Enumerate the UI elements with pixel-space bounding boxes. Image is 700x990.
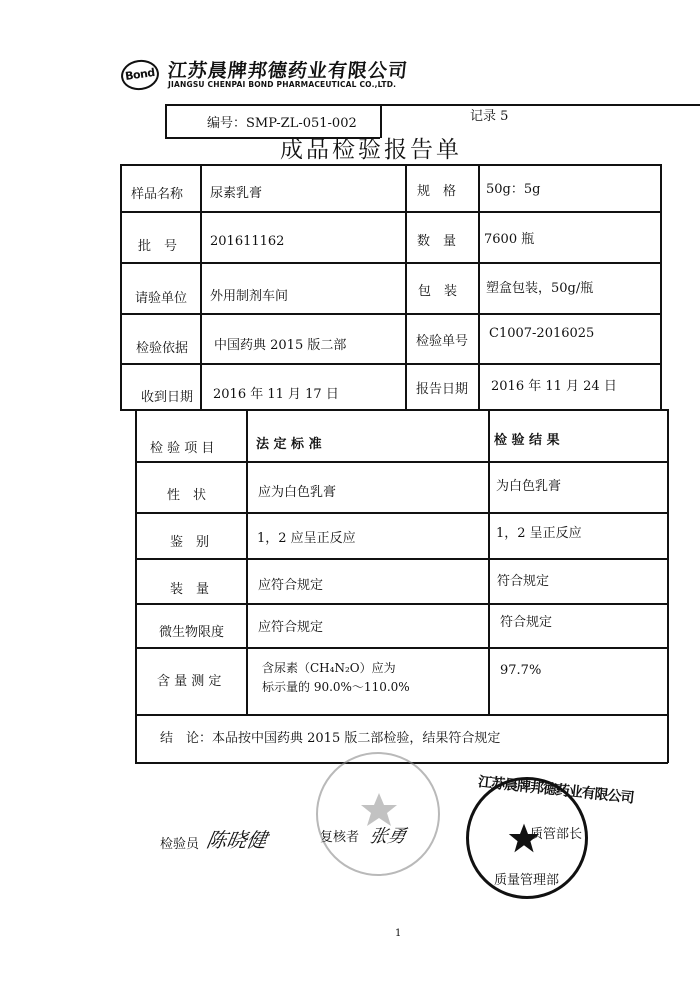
company-logo: Bond — [119, 58, 161, 93]
info-col-divider-2 — [405, 164, 407, 410]
info-value: 塑盒包装，50g/瓶 — [486, 281, 594, 296]
conclusion: 结 论：本品按中国药典 2015 版二部检验，结果符合规定 — [160, 731, 501, 746]
test-result: 为白色乳膏 — [496, 479, 562, 494]
info-value: 7600 瓶 — [484, 232, 535, 247]
test-item: 含 量 测 定 — [157, 674, 222, 689]
test-row-line — [135, 714, 668, 716]
doc-info-left-border — [165, 104, 167, 138]
test-item: 性 状 — [167, 488, 207, 503]
test-standard-line2: 标示量的 90.0%～110.0% — [262, 680, 410, 694]
inspector-signature: 陈晓健 — [204, 828, 269, 852]
info-value: 50g：5g — [486, 182, 541, 197]
test-row-line — [135, 512, 668, 514]
qa-stamp-text: 江苏晨牌邦德药业有限公司 — [477, 774, 635, 807]
info-row-line — [120, 363, 661, 365]
test-standard: 应符合规定 — [258, 578, 324, 593]
test-header-result: 检 验 结 果 — [494, 433, 560, 448]
test-header-item: 检 验 项 目 — [150, 441, 215, 456]
info-value: 201611162 — [210, 234, 285, 249]
test-standard: 含尿素（CH₄N₂O）应为 — [262, 661, 396, 675]
test-result: 97.7% — [500, 663, 542, 678]
info-value: 尿素乳膏 — [210, 186, 263, 201]
inspector-label: 检验员 — [160, 837, 200, 852]
test-item: 鉴 别 — [170, 535, 210, 550]
info-col-divider-1 — [200, 164, 202, 410]
info-label: 包 装 — [418, 284, 458, 299]
test-row-line — [135, 558, 668, 560]
test-standard: 1，2 应呈正反应 — [257, 531, 356, 546]
company-name-cn: 江苏晨牌邦德药业有限公司 — [166, 60, 410, 82]
test-row-line — [135, 461, 668, 463]
info-col-divider-3 — [478, 164, 480, 410]
info-label: 检验依据 — [136, 341, 189, 356]
test-row-line — [135, 647, 668, 649]
reviewer-label: 复核者 — [320, 830, 360, 845]
info-row-line — [120, 211, 661, 213]
page-title: 成品检验报告单 — [280, 137, 462, 163]
table-left-border-upper — [120, 164, 122, 410]
test-item: 装 量 — [170, 582, 210, 597]
test-header-standard: 法 定 标 准 — [256, 437, 322, 452]
company-name-en: JIANGSU CHENPAI BOND PHARMACEUTICAL CO.,LTD. — [168, 80, 397, 89]
test-row-line — [135, 603, 668, 605]
test-item: 微生物限度 — [159, 625, 225, 640]
info-label: 请验单位 — [135, 291, 188, 306]
doc-number: 编号：SMP-ZL-051-002 — [207, 116, 357, 131]
test-col-divider-1 — [246, 409, 248, 715]
record-label: 记录 5 — [470, 109, 509, 124]
info-row-line — [120, 409, 668, 411]
test-result: 符合规定 — [500, 615, 553, 630]
info-row-line — [120, 313, 661, 315]
test-standard: 应符合规定 — [258, 620, 324, 635]
qa-manager-label: 质管部长 — [530, 827, 583, 842]
info-label: 检验单号 — [416, 334, 469, 349]
qa-stamp-dept: 质量管理部 — [494, 873, 560, 888]
info-value: 2016 年 11 月 24 日 — [491, 379, 617, 394]
info-label: 样品名称 — [131, 187, 184, 202]
info-row-line — [120, 262, 661, 264]
reviewer-signature: 张勇 — [367, 826, 408, 847]
info-value: 外用制剂车间 — [210, 289, 289, 304]
info-value: 2016 年 11 月 17 日 — [213, 387, 339, 402]
test-result: 1，2 呈正反应 — [496, 526, 582, 541]
table-right-border-upper — [660, 164, 662, 410]
test-col-divider-2 — [488, 409, 490, 715]
info-label: 数 量 — [417, 234, 457, 249]
test-result: 符合规定 — [497, 574, 550, 589]
info-value: 中国药典 2015 版二部 — [214, 338, 347, 353]
info-label: 报告日期 — [416, 382, 469, 397]
page-number: 1 — [395, 928, 402, 939]
info-value: C1007-2016025 — [489, 326, 595, 341]
info-label: 规 格 — [417, 184, 457, 199]
doc-info-top-border — [165, 104, 700, 106]
info-label: 收到日期 — [141, 390, 194, 405]
info-label: 批 号 — [138, 239, 178, 254]
test-standard: 应为白色乳膏 — [258, 485, 337, 500]
